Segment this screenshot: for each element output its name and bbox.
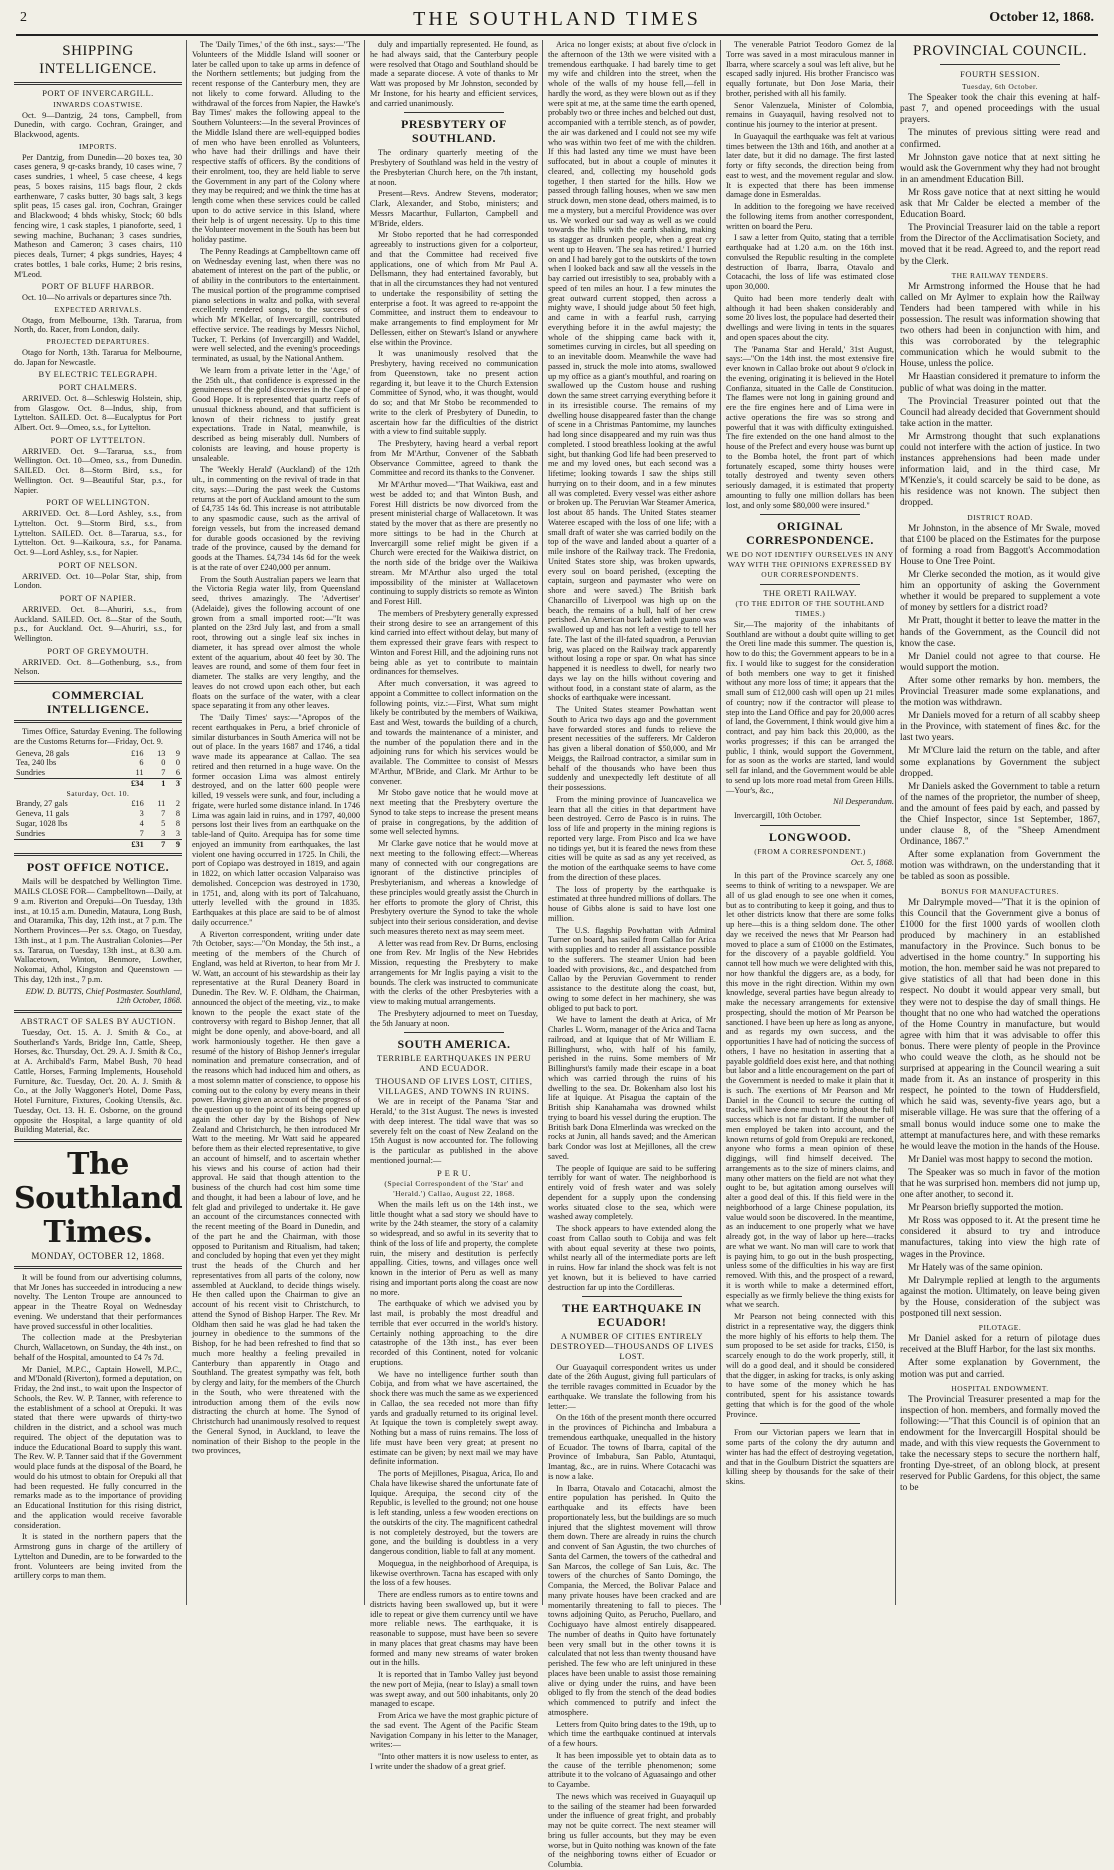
customs-ledger-friday — [14, 749, 182, 789]
paragraph: Sir,—The majority of the inhabitants of Southland are without a doubt quite willing to get the Oreti line made this summer. The question is, how to do this; the Government appears to be in a fix. I would like to suggest for the consideration of both members one way to get it finished without any more loss of time; it appears that the small sum of £12,000 cash will open up 21 miles of country; now if the contractor will please to step into the Land Office and pay for 20,000 acres of land, the Government, I think would give him a contract, and pay him back this 20,000, as the works progresses; if this can be arranged the public, I think, would support the Government, for as soon as the works are started, land would sell far inland, and the Government would be able to send up lots more road metal from Green Hills.—Your's, &c., — [726, 619, 894, 795]
paragraph: A letter was read from Rev. Dr Burns, enclosing one from Rev. Mr Inglis of the New Hebrides Mission, requesting the Presbytery to make arrangements for Mr Inglis paying a visit to the bounds. The clerk was instructed to communicate with the clerks of the other Presbyteries with a view to making mutual arrangements. — [370, 938, 538, 1006]
ledger-row: Tea, 240 lbs 6 0 0 — [16, 758, 180, 768]
page-header — [16, 8, 1098, 36]
paragraph: Otago, from Melbourne, 13th. Tararua, from North, do. Racer, from London, daily. — [14, 315, 182, 335]
paragraph: ARRIVED. Oct. 8—Lord Ashley, s.s., from Lyttelton. Oct. 9—Storm Bird, s.s., from Lyttelton. SAILED. Oct. 8—Tararua, s.s., for Lyttelton. Oct. 9—Kaikoura, s.s., for Panama. Oct. 9—Lord Ashley, s.s., for Napier. — [14, 509, 182, 557]
paragraph: From our Victorian papers we learn that in some parts of the colony the dry autumn and winter has had the effect of destroying vegetation, and that in the Goulburn District the squatters are killing sheep by thousands for the sake of their skins. — [726, 1428, 894, 1486]
paragraph: Our Guayaquil correspondent writes us under date of the 26th August, giving full particulars of the terrible ravages committed in Ecuador by the earthquake. We translate the following from his letter:— — [548, 1362, 716, 1411]
section-heading-ecuador: THE EARTHQUAKE IN ECUADOR! — [562, 1301, 702, 1330]
paragraph: Oct. 9—Dantzig, 24 tons, Campbell, from Dunedin, with cargo. Cochran, Grainger, and Blackwood, agents. — [14, 110, 182, 139]
subheading: (TO THE EDITOR OF THE SOUTHLAND TIMES.) — [735, 599, 885, 618]
paragraph: The 'Daily Times,' of the 6th inst., says:—"The Volunteers of the Middle Island will sooner or later be called upon to take up arms in defence of the Northern settlements; but judging from the recent response of the Canterbury men, they are not likely to come forward. Alluding to the withdrawal of the forces from Napier, the Hawke's Bay Times' makes the following appeal to the Southern Volunteers:—In the several Provinces of the Middle Island there are well-equipped bodies of men who have been enrolled as Volunteers, who have had their drillings and have their respective staffs of officers. By the conditions of their enrolment, too, they are held liable to serve the Government in any part of the Colony where they may be required; and we think the time has at length come when these services could be called upon to do active service in this Island, where their help is of urgent necessity. Up to this time the Volunteer movement in the South has been but holiday pastime. — [192, 40, 360, 244]
paragraph: Senor Valenzuela, Minister of Colombia, remains in Guayaquil, having resolved not to continue his journey to the interior at present. — [726, 100, 894, 129]
port-heading: PORT OF INVERCARGILL. — [42, 88, 154, 98]
subheading: PROJECTED DEPARTURES. — [46, 337, 150, 346]
section-heading-sales: ABSTRACT OF SALES BY AUCTION. — [20, 1016, 176, 1027]
paragraph: Mr Stobo reported that he had corresponded agreeably to instructions given for a colporteur, and that the Committee had received five applications, one of which from Mr Paul A. Dellsmann, they had entertained favorably, but that in all the circumstances they had not ventured to undertake the responsibility of setting the enterprise a foot. It was agreed to re-appoint the Committee, and instruct them to endeavour to make arrangements to find employment for Mr Dellessen, either on Stewart's Island or anywhere else within the Province. — [370, 230, 538, 347]
paragraph: From the South Australian papers we learn that the Victoria Regia water lily, from Queensland seed, thrives amazingly. The 'Advertiser' (Adelaide), gives the following account of one grown from a small imported root:—"It was planted on the 23rd July last, and from a small root, throwing out a single leaf six inches in diameter, it has spread over almost the whole extent of the aquarium, about 40 feet by 30. The leaves are round, and some of them four feet in diameter. The stalks are very lengthy, and the leaves do not crowd upon each other, but each floats on the surface of the water, with a clear space separating it from any other leaves. — [192, 574, 360, 711]
port-item — [14, 383, 182, 433]
paragraph: After some explanation by Government, the motion was put and carried. — [900, 1358, 1100, 1380]
paragraph: Mr Daniel could not agree to that course. He would support the motion. — [900, 651, 1100, 673]
paragraph: Present—Revs. Andrew Stevens, moderator; Clark, Alexander, and Stobo, ministers; and Messrs Macarthur, Fullarton, Campbell and M'Bride, elders. — [370, 189, 538, 228]
paragraph: The collection made at the Presbyterian Church, Wallacetown, on Sunday, the 4th inst., on behalf of the Hospital, amounted to £4 7s 7d. — [14, 1333, 182, 1362]
paragraph: duly and impartially represented. He found, as he had always said, that the Canterbury people were resolved that Otago and Southland should be made a separate diocese. A vote of thanks to Mr Watt was proposed by Mr Johnston, seconded by Mr Instone, for his hearty and efficient services, and carried unanimously. — [370, 40, 538, 108]
paragraph: After much conversation, it was agreed to appoint a Committee to collect information on the following points, viz.:—First, What sum might likely be contributed by the members of Waikiwa, East and West, towards the building of a church, and towards the maintenance of a minister, and the number of the population there and in the adjoining runs for which his services would be available. The Committee to consist of Messrs M'Arthur, M'Bride, and Clark. Mr Arthur to be convener. — [370, 679, 538, 786]
divider — [760, 584, 861, 585]
divider — [14, 720, 182, 723]
port-item — [14, 647, 182, 677]
column-rule — [364, 40, 365, 1605]
paragraph: Mr Daniel asked for a return of pilotage dues received at the Bluff Harbor, for the last six months. — [900, 1334, 1100, 1356]
paragraph: Letters from Quito bring dates to the 19th, up to which time the earthquake continued at intervals of a few hours. — [548, 1719, 716, 1748]
paragraph: The U.S. flagship Powhattan with Admiral Turner on board, has sailed from Callao for Arica with supplies and to render all assistance possible to the sufferers. The steamer Union had been loaded with provisions, &c., and despatched from Callao by the Peruvian Government to render assistance to the destitute along the coast, but, owing to some defect in her machinery, she was obliged to put back to port. — [548, 925, 716, 1013]
paragraph: We have no intelligence further south than Cobija, and from what we have ascertained, the shock there was much the same as we experienced in Callao, the sea receded not more than fifty yards and gradually returned to its original level. At Iquique the town is completely swept away. Nothing but a mass of ruins remains. The loss of life must have been very great; at present no estimate can be given; by next mail we may have definite information. — [370, 1369, 538, 1467]
paragraph: In Ibarra, Otavalo and Cotacachi, almost the entire population has perished. In Quito the earthquake and its effects have been proportionately less, but the buildings are so much injured that the slightest movement will throw them down. There are already in ruins the church and convent of San Agustin, the two churches of Santa del Carmen, the towers of the cathedral and San Marcos, the college of San Luis, &c. The towers of the churches of Santo Domingo, the Compania, the Merced, the Bolivar Palace and many private houses have been cracked and are momentarily threatening to fall to pieces. The towns adjoining Quito, as Perucho, Puellaro, and Cochiguayo have almost entirely disappeared. The number of deaths in Quito have fortunately been very small but in the other towns it is calculated that not less than twenty thousand have perished. The few who are left uninjured in these places have been unable to assist those remaining alive or dying under the ruins, and have been obliged to fly from the stench of the dead bodies which commenced to putrify and infect the atmosphere. — [548, 1483, 716, 1717]
paragraph: It will be found from our advertising columns, that Mr Jones has succeeded in introducing a new novelty. The Lenton Troupe are announced to appear in the Theatre Royal on Wednesday evening. We understand that their performances have proved successful in other localities. — [14, 1272, 182, 1331]
paragraph: The people of Iquique are said to be suffering terribly for want of water. The neighborhood is entirely void of fresh water and was solely dependent for a supply upon the condensing works situated close to the sea, which were washed away completely. — [548, 1163, 716, 1222]
paragraph: Moquegua, in the neighborhood of Arequipa, is likewise overthrown. Tacna has escaped with only the loss of a few houses. — [370, 1558, 538, 1588]
subheading: FOURTH SESSION. — [960, 69, 1040, 79]
divider — [14, 82, 182, 85]
paragraph: The 'Panama Star and Herald,' 31st August, says:—"On the 14th inst. the most extensive fire ever known in Callao broke out about 9 o'clock in the evening, originating it is believed in the Hotel Confianza, situated in the Calle de Constitucion. The flames were not long in gaining ground and ere the fire engines here and of Lima were in active operations the fire was so strong and powerful that it was with difficulty extinguished. The fire extended on the one hand almost to the house of the Prefect and every house was burnt up to the Bomba hotel, the front part of which fortunately escaped, some thirty houses were totally destroyed and twenty seven others seriously damaged, it is estimated that property amounting to fully one million dollars has been lost, and only some $80,000 were insured." — [726, 344, 894, 510]
paragraph: The members of Presbytery generally expressed their strong desire to see an arrangement of this kind carried into effect without delay, but many of them expressed their grave fears with respect to Winton and Forest Hill, and the adjoining runs not being able as yet to contribute to maintain ordinances for themselves. — [370, 608, 538, 677]
ledger-total: £34 1 3 — [14, 778, 182, 788]
column-1 — [14, 40, 182, 1605]
port-list — [14, 383, 182, 677]
subheading: PILOTAGE. — [978, 1323, 1022, 1333]
divider — [404, 112, 505, 113]
port-heading: PORT OF NELSON. — [58, 559, 138, 570]
section-heading-post-office: POST OFFICE NOTICE. — [26, 860, 170, 875]
column-5 — [726, 40, 894, 1605]
paragraph: There are endless rumors as to entire towns and districts having been swallowed up, but it were idle to repeat or give them currency until we have more reliable news. The earthquake, it is reasonable to suppose, must have been so severe in many places that great chasms may have been formed and many new streams of water broken out in the hills. — [370, 1590, 538, 1668]
paragraph: Quito had been more tenderly dealt with although it had been shaken considerably and some 20 lives lost, the populace had deserted their dwellings and were living in tents in the squares and open spaces about the city. — [726, 293, 894, 342]
section-heading-correspondence: ORIGINAL CORRESPONDENCE. — [746, 519, 874, 548]
ledger-row: Brandy, 27 gals £16 11 2 — [16, 799, 180, 809]
paragraph: Mr Armstrong thought that such explanations could not interfere with the action of justice. In two instances apprehensions had been made under information laid, and in the third case, Mr M'Kenzie's, it could scarcely be said to be done, as his residence was not known. The subject then dropped. — [900, 431, 1100, 509]
paragraph: On the 16th of the present month there occurred in the provinces of Pichincha and Imbabura a tremendous earthquake, unequalled in the history of Ecuador. The towns of Ibarra, capital of the Province of Imbabura, San Pablo, Atuntaqui, Imantag, &c., are in ruins. Where Cotacachi was is now a lake. — [548, 1413, 716, 1481]
subheading: EXPECTED ARRIVALS. — [54, 304, 142, 314]
paragraph: In this part of the Province scarcely any one seems to think of writing to a newspaper. We are all of us glad enough to see one when it comes, but as to contributing to keep it going, and thus to let other districts know that there are some folks up here—this is a thing seldom done. The other day we received the news that Mr Pearson had moved to place a sum of £1000 on the Estimates, for the discovery of a payable goldfield. You cannot tell how much we were delighted with this, nor how thankful the diggers are, as a body, for this move in the right direction. Within my own knowledge, several parties have begun already to make the necessary arrangements for extensive prospecting, should the motion of Mr Pearson be sanctioned. I have been up here as long as anyone, and as regards my own success, and the opportunities I have had of noticing the success of others, I have no hesitation in asserting that a payable goldfield does exist here, and that nothing but labor and a little encouragement on the part of the Government is needed to make it plain that it is such. The exertions of Mr Pearson and Mr Daniel in the Council to secure the cutting of tracks, will have done much to bring about the full success which is not far distant. If the number of men employed be taken into account, and the known returns of gold from Orepuki are reckoned, anyone who forms a mean opinion of these diggings, will find himself deceived. The arrangements as to the size of miners claims, and many other matters on the field are not what they ought to be, but agitation among ourselves will alter a good deal of this. If this field were in the neighborhood of a large Chinese population, its value would soon be discovered. In the meantime, as an inducement to one properly what we have already got, in the way of labor up here—tracks are what we want. No man will care to work that is paying him, to go out in the bush prospecting, unless some of the difficulties in his way are first removed. With this, and the prospect of a reward, it is worth while to make a determined effort, especially as we firmly believe the thing exists for what we search. — [726, 871, 894, 1310]
paragraph: After some other remarks by hon. members, the Provincial Treasurer made some explanations, and the motion was withdrawn. — [900, 675, 1100, 709]
paragraph: The 'Daily Times' says:—"Apropos of the recent earthquakes in Peru, a brief chronicle of similar disturbances in South America will not be out of place. In the years 1687 and 1746, a tidal wave made its appearance at Callao. The sea retired and then returned in a huge wave. On the former occasion Lima was almost entirely destroyed, and on the latter 600 people were killed, 19 vessels were sunk, and four, including a frigate, were hurled some distance inland. In 1746 Lima was again laid in ruins, and in 1797, 40,000 persons lost their lives from an earthquake on the table-land of Quito. Arequipa has for some time enjoyed an immunity from earthquakes, the last violent one having occurred in 1725. In Chili, the port of Copiapo was destroyed in 1819, and again in 1822, on which latter occasion Valparaiso was demolished. Concepcion was destroyed in 1730, in 1751, and, along with its port of Talcahuano, utterly levelled with the ground in 1835. Earthquakes at this place are said to be of almost daily occurrence." — [192, 713, 360, 927]
ledger-row: Geneva, 28 gals £16 13 9 — [16, 748, 180, 758]
paragraph: It was unanimously resolved that the Presbytery, having received no communication from Queenstown, take no present action regarding it, but leave it to the Church Extension Committee of Synod, who, it was thought, would do so; and that Mr Stobo be recommended to write to the clerk of Presbytery of Dunedin, to ascertain how far the difficulties of the district with a view to find suitable supply. — [370, 349, 538, 437]
paragraph: It has been impossible yet to obtain data as to the cause of the terrible phenomenon; some attribute it to the volcano of Aguasaingo and other to Cayambe. — [548, 1750, 716, 1789]
paragraph: I saw a letter from Quito, stating that a terrible earthquake had at 1.20 a.m. on the 16th inst. convulsed the Republic resulting in the complete destruction of Ibarra, Ibarra, Otavalo and Cotacachi, the loss of life was estimated close upon 30,000. — [726, 233, 894, 291]
paragraph: Mr M'Clure laid the return on the table, and after some explanations by Government the subject dropped. — [900, 746, 1100, 779]
subheading: HOSPITAL ENDOWMENT. — [951, 1383, 1049, 1393]
paragraph: Mr Pearson briefly supported the motion. — [908, 1203, 1064, 1214]
dateline: Oct. 5, 1868. — [850, 857, 894, 867]
paragraph: It is reported that in Tambo Valley just beyond the new port of Mejia, (near to Islay) a small town was swept away, and out 500 inhabitants, only 20 managed to escape. — [370, 1670, 538, 1709]
port-heading: PORT CHALMERS. — [58, 382, 138, 392]
divider — [760, 514, 861, 515]
paragraph: "Into other matters it is now useless to enter, as I write under the shadow of a great grief. — [370, 1752, 538, 1771]
paragraph: Mr Hately was of the same opinion. — [908, 1262, 1043, 1273]
ledger-row: Sundries 11 7 6 — [16, 768, 180, 778]
port-item — [14, 498, 182, 558]
paragraph: The news which was received in Guayaquil up to the sailing of the steamer had been forwarded under the influence of great fright, and probably may not be quite correct. The next steamer will bring us fuller accounts, but they may be even worse, but in Quito nothing was known of the fate of the neighboring towns either of Ecuador or Columbia. — [548, 1791, 716, 1869]
column-rule — [186, 40, 187, 1605]
section-heading-provincial-council: PROVINCIAL COUNCIL. — [913, 43, 1087, 59]
paragraph: Tuesday, Oct. 15. A. J. Smith & Co., at Southerland's Yards, Bridge Inn, Cattle, Sheep, Horses, &c. Thursday, Oct. 29. A. J. Smith & Co., at A. Archibald's Farm, Mabel Bush, 70 head Cattle, Horses, Farming Implements, Household Furniture, &c. Tuesday, Oct. 20. A. J. Smith & Co., at the Jolly Waggoner's Hotel, Dome Pass, Hotel Furniture, Fixtures, Cooking Utensils, &c. Tuesday, Oct. 13. H. E. Osborne, on the ground opposite the Hospital, a large quantity of old Building Material, &c. — [14, 1027, 182, 1135]
paragraph: Mr Haastian considered it premature to inform the public of what was doing in the matter. — [900, 372, 1100, 394]
paragraph: Mr Pearson not being connected with this district in a representative way, the diggers think the more highly of his efforts to help them. The sum proposed to be set aside for tracks, £150, is scarcely enough to do the work properly, still, it will do a good deal, and it should be considered that the digger, in asking for tracks, is only asking to have some of the money which he has contributed, spent for his assistance towards getting that which is for the good of the whole Province. — [726, 1312, 894, 1419]
paragraph: Mr Daniel, M.P.C., Captain Howell, M.P.C., and M'Donald (Riverton), formed a deputation, on Friday, the 2nd inst., to wait upon the Inspector of Schools, the Rev. W. P. Tanner, with reference to the establishment of a school at Orepuki. It was stated that there were upwards of thirty-two children in the district, and a school was much required. The object of the deputation was to induce the Educational Board to supply this want. The Rev. W. P. Tanner said that if the Government would place funds at the disposal of the Board, he would do his utmost to obtain for Orepuki all that had been requested. He fully concurred in the remarks made as to the importance of providing an Educational Institution for this rising district, and the application would receive favorable consideration. — [14, 1364, 182, 1530]
port-heading: PORT OF NAPIER. — [59, 593, 137, 603]
subheading: THE RAILWAY TENDERS. — [951, 270, 1049, 280]
paragraph: The minutes of previous sitting were read and confirmed. — [900, 128, 1100, 150]
subheading: TERRIBLE EARTHQUAKES IN PERU AND ECUADOR. — [377, 1053, 531, 1073]
paragraph: ARRIVED. Oct. 8—Gothenburg, s.s., from Nelson. — [14, 657, 182, 677]
subheading: DISTRICT ROAD. — [967, 512, 1033, 522]
paragraph: Mr Daniels asked the Government to table a return of the names of the proprietor, the number of sheep, and the amount of fees paid by each, and passed by the Chief Inspector, since 1st September, 1867, under clause 8, of the "Sheep Amendment Ordinance, 1867." — [900, 781, 1100, 848]
subheading: THOUSAND OF LIVES LOST, CITIES, VILLAGES, AND TOWNS IN RUINS. — [375, 1075, 533, 1096]
section-heading-shipping: SHIPPING INTELLIGENCE. — [39, 43, 157, 77]
ledger-total: £31 7 9 — [14, 839, 182, 849]
section-heading-longwood: LONGWOOD. — [768, 829, 852, 844]
paragraph: Mr Armstrong informed the House that he had called on Mr Aylmer to explain how the Railway Tenders had been tampered with while in his possession. The result was information showing that two others had been in conjunction with him, and this was corroborated by the telegraphic communication which he would submit to the House, unless the police. — [900, 281, 1100, 370]
paragraph: The Provincial Treasurer pointed out that the Council had already decided that Government should take action in the matter. — [900, 396, 1100, 429]
paragraph: ARRIVED. Oct. 9—Tararua, s.s., from Wellington. Oct. 10—Omeo, s.s., from Dunedin. SAILED. Oct. 8—Storm Bird, s.s., for Wellington. Oct. 9—Beautiful Star, p.s., for Napier. — [14, 446, 182, 495]
paragraph: The Provincial Treasurer presented a map for the inspection of hon. members, and formally moved the following:—"That this Council is of opinion that an endowment for the Invercargill Hospital should be made, and with this view requests the Government to take the necessary steps to secure the northern half, fronting Dye-street, of an oblong block, at present reserved for Public Gardens, for this object, the same to be — [900, 1394, 1100, 1494]
divider — [14, 1266, 182, 1269]
paragraph: Mr Johnston, in the absence of Mr Swale, moved that £100 be placed on the Estimates for the purpose of forming a road from Baggott's Accommodation House to One Tree Point. — [900, 523, 1100, 567]
paragraph: In addition to the foregoing we have received the following items from another correspondent, written on board the Peru. — [726, 202, 894, 231]
column-rule — [720, 40, 721, 1605]
port-heading: PORT OF GREYMOUTH. — [47, 645, 149, 656]
paragraph: The ordinary quarterly meeting of the Presbytery of Southland was held in the vestry of the Presbyterian Church here, on the 7th instant, at noon. — [370, 148, 538, 187]
subheading: INWARDS COASTWISE. — [53, 99, 143, 109]
column-6 — [900, 40, 1100, 1605]
subheading: Saturday, Oct. 10. — [66, 788, 130, 798]
divider — [14, 853, 182, 856]
paragraph: The Presbytery, having heard a verbal report from Mr M'Arthur, Convener of the Sabbath Observance Committee, agreed to thank the Committee and record its thanks to the Convener. — [370, 439, 538, 478]
paragraph: The earthquake of which we advised you by last mail, is probably the most dreadful and terrible that ever occurred in the world's history. Certainly nothing approaching to the dire catastrophe of the 13th inst., has ever been recorded of this Continent, noted for volcanic eruptions. — [370, 1299, 538, 1367]
column-2 — [192, 40, 360, 1605]
divider — [940, 64, 1060, 65]
ledger-row: Sundries 7 3 3 — [16, 828, 180, 838]
paragraph: The Penny Readings at Campbelltown came off on Wednesday evening last, when there was no abatement of interest on the part of the public, or of ability in the contributors to the entertainment. The musical portion of the programme comprised piano selections in waltz and polka, with several excellently rendered songs, to the success of which Mr M'Kellar, of Invercargill, contributed effective service. The readings by Messrs Nichol, Tucker, T. Perkins (of Invercargill) and Waddel, were well selected, and the evening's proceedings terminated, as usual, by the National Anthem. — [192, 246, 360, 363]
subheading: A NUMBER OF CITIES ENTIRELY DESTROYED—THOUSANDS OF LIVES LOST. — [550, 1331, 714, 1361]
paragraph: In Guayaquil the earthquake was felt at various times between the 13th and 16th, and another at a later date, but it did no damage. The first lasted forty or fifty seconds, the direction being from east to west, and the movement regular and slow. It is expected that there has been immense damage done in Esmeraldas. — [726, 131, 894, 200]
paragraph: From Arica we have the most graphic picture of the sad event. The Agent of the Pacific Steam Navigation Company in his letter to the Manager, writes:— — [370, 1711, 538, 1750]
letter-heading: THE ORETI RAILWAY. — [763, 587, 857, 598]
subheading: (FROM A CORRESPONDENT.) — [754, 846, 866, 856]
ledger-row: Sugar, 1028 lbs 4 5 8 — [16, 819, 180, 829]
paragraph: ARRIVED. Oct. 8—Ahuriri, s.s., from Auckland. SAILED. Oct. 8—Star of the South, p.s., for Auckland. Oct. 9—Ahuriri, s.s., for Wellington. — [14, 604, 182, 643]
column-3 — [370, 40, 538, 1771]
paragraph: Mr Clerke seconded the motion, as it would give him an opportunity of asking the Government whether it would be prepared to supplement a vote of money by settlers for a district road? — [900, 570, 1100, 614]
paragraph: We have to lament the death at Arica, of Mr Charles L. Worm, manager of the Arica and Tacna railroad, and at Iquique that of Mr William E. Billinghurst, who, with half of his family, perished in the ruins. Some members of Mr Billinghurst's family made their escape in a boat which was carried through the ruins of his dwelling to the sea. Dr. Bokenham also lost his life at Iquique. At Pisagua the captain of the British ship Kanahamaha was drowned whilst trying to board his vessel during the eruption. The British bark Dona Elmerlinda was wrecked on the rocks at Junin, all hands saved; and the American bark Condor was lost at Mejillones, all the crew saved. — [548, 1015, 716, 1161]
ledger-row: Geneva, 11 gals 3 7 8 — [16, 809, 180, 819]
port-heading: PORT OF BLUFF HARBOR. — [41, 281, 155, 292]
paragraph: The shock appears to have extended along the coast from Callao south to Cobija and was felt with about equal severity at these two points, whilst nearly all of the intermediate ports are left in ruins. How far inland the shock was felt is not yet known, but it is believed to have carried destruction far up into the Cordilleras. — [548, 1224, 716, 1292]
paragraph: Mr Dalrymple replied at length to the arguments against the motion. Ultimately, on leave being given by the House, consideration of the subject was postponed till next session. — [900, 1275, 1100, 1320]
issue-date: October 12, 1868. — [989, 10, 1094, 25]
divider — [404, 1032, 505, 1033]
paragraph: We are in receipt of the Panama 'Star and Herald,' to the 31st August. The news is invested with deep interest. The tidal wave that was so severely felt on the coast of New Zealand on the 15th August is now accounted for. The following is the particular as published in the above mentioned journal:— — [370, 1097, 538, 1165]
paragraph: Mr Pratt, thought it better to leave the matter in the hands of the Government, as the Council did not know the case. — [900, 616, 1100, 649]
paragraph: Mr Ross was opposed to it. At the present time he considered it absurd to try and introduce manufactures, taking into view the high rate of wages in the Province. — [900, 1216, 1100, 1260]
paragraph: Invercargill, 10th October. — [734, 811, 822, 820]
paragraph: Mails will be despatched by Wellington Time. MAILS CLOSE FOR— Campbelltown—Daily, at 9 a.m. Riverton and Orepuki—On Tuesday, 13th inst., at 10.15 a.m. Dunedin, Mataura, Long Bush, and Otaramika, This day, 12th inst., at 7 p.m. The Northern Provinces—Per s.s. Otago, on Tuesday, 13th inst., at 1 p.m. The Australian Colonies—Per s.s. Tararua, on Tuesday, 13th inst., at 8.30 a.m. Wallacetown, Winton, Benmore, Lowther, Nokomai, Athol, Kingston and Queenstown —This day, 12th inst., 7 p.m. — [14, 877, 182, 984]
issue-dateline: MONDAY, OCTOBER 12, 1868. — [31, 1251, 165, 1262]
paragraph: Mr Dalrymple moved—"That it is the opinion of this Council that the Government give a bonus of £1000 for the first 1000 yards of woollen cloth produced by machinery in an established manufactory in the Province. Such bonus to be advertised in the home country." In supporting his motion, the hon. member said he was not prepared to give statistics of all that had been done in this respect. No doubt it would appear very small, but they were not to despise the day of small things. He thought that no one who had watched the operations of the Home Country in manufacture, but would agree with him that it was advisable to offer this bonus. There were plenty of people in the Province who could weave the cloth, as he should not be surprised at appearing in the Council wearing a suit made from it. As an instance of prosperity in this respect, he pointed to the town of Huddersfield, which he said was, seventy-five years ago, but a miserable village. He was sure that the offering of a small bonus would induce some one to make the attempt at manufactures here, and with these remarks he would leave the motion in the hands of the House. — [900, 897, 1100, 1152]
paragraph: The venerable Patriot Teodoro Gomez de la Torre was saved in a most miraculous manner in Ibarra, where scarcely a soul was left alive, but he escaped sadly injured. His brother Francisco was equally fortunate, but Don Jose Maria, their brother, perished with all his family. — [726, 40, 894, 98]
subheading: Tuesday, 6th October. — [962, 82, 1038, 92]
paragraph: Mr Daniel was most happy to second the motion. — [908, 1154, 1093, 1165]
paragraph: The 'Weekly Herald' (Auckland) of the 12th ult., in commenting on the revival of trade in that city, says:—During the past week the Customs returns at the port of Auckland amount to the sum of £4,735 14s 6d. This increase is not attributable to any spasmodic cause, such as the arrival of foreign vessels, but from the increased demand for durable goods occasioned by the reviving trade of the province, caused by the demand for goods at the Thames. £4,734 14s 6d for the week is at the rate of over £240,000 per annum. — [192, 465, 360, 572]
paragraph: We learn from a private letter in the 'Age,' of the 25th ult., that confidence is expressed in the genuineness of the gold discoveries in the Cape of Good Hope. It is represented that quartz reefs of unusual thickness abound, and that sufficient is known of their richness to justify great expectations. Trade in Natal, meanwhile, is described as being miserably dull. Numbers of colonists are leaving, and house property is unsaleable. — [192, 365, 360, 463]
page-number: 2 — [20, 10, 27, 25]
paragraph: The Provincial Treasurer laid on the table a report from the Director of the Acclimatisation Society, and moved that it be read. Agreed to, and the report read by the Clerk. — [900, 223, 1100, 267]
subheading: IMPORTS. — [79, 141, 117, 151]
port-item — [14, 561, 182, 591]
paragraph: ARRIVED. Oct. 10—Polar Star, ship, from London. — [14, 571, 182, 591]
paragraph: It is stated in the northern papers that the Armstrong guns in charge of the artillery of Lyttelton and Dunedin, are to be forwarded to the front. Volunteers are being invited from the artillery corps to man them. — [14, 1532, 182, 1581]
signature: Nil Desperandum. — [833, 797, 894, 807]
paragraph: Mr M'Arthur moved—"That Waikiwa, east and west be added to; and that Winton Bush, and Forest Hill districts be now divorced from the present ministerial charge of Wallacetown. It was stated by the mover that as there are presently no more sittings to be had in the Church at Invercargill some relief might be given if a Church were erected for the Waikiwa district, on the north side of the bridge over the Waikiwa stream. Mr M'Arthur also urged the total impossibility of the minister at Wallacetown continuing to supply districts so remote as Winton and Forest Hill. — [370, 480, 538, 606]
divider — [582, 1296, 683, 1297]
port-item — [14, 594, 182, 644]
port-item — [14, 436, 182, 496]
disclaimer: WE DO NOT IDENTIFY OURSELVES IN ANY WAY WITH THE OPINIONS EXPRESSED BY OUR CORRESPONDENTS. — [726, 550, 894, 579]
paragraph: Arica no longer exists; at about five o'clock in the afternoon of the 13th we were visited with a tremendous earthquake. I had barely time to get my wife and children into the street, when the whole of the walls of my house fell,—fell in hardly the word, as they were blown out as if they were spit at me, at the same time the earth opened, probably two or three inches and belched out dust, accompanied with a terrible stench, as of powder, the air was darkened and I could not see my wife who was within two feet of me with the children. If this had lasted any time we must have been suffocated, but in about a couple of minutes it cleared, and, collecting my household gods together, I then started for the hills. How we passed through falling houses, when we saw men struck down, men stone dead, others maimed, is to me a mystery, but a merciful Providence was over us. We worked our sad way as well as we could towards the hills with the earth shaking, making us stagger as drunken people, when a great cry went up to Heaven. 'The sea has retired.' I hurried on and I had barely got to the outskirts of the town when I looked back and saw all the vessels in the bay carried out irresistibly to sea, probably with a speed of ten miles an hour. I a few minutes the great outward current stopped, then across a mighty wave, I should judge about 50 feet high, and came in with a fearful rush, carrying everything before it in the awful majesty; the whole of the shipping came back with it, sometimes curving in circles, but all speeding on to an inevitable doom. Meanwhile the wave had passed in, struck the mole into atoms, swallowed up my office as a giant's mouthful, and roaring on swallowed up the Custom house and rushing down the same street carrying everything before it in its irresistible course. The remains of my dwelling house disappeared faster than the change of scene in a Christmas Pantomime, my launches had long since disappeared and my ruin was thus completed. I stood breathless looking at the awful sight, but thanking God life had been preserved to me and my loved ones, but each second was a lifetime; looking towards I saw the ships still hurrying on to their doom, and in a few minutes all was completed. Every vessel was either ashore or broken up. The Peruvian War Steamer America, lost about 85 hands. The United States steamer Wateree escaped with the loss of one life; with a small draft of water she was carried bodily on the top of the wave and landed about a quarter of a mile inshore of the Railway track. The Fredonia, United States store ship, was broken upwards, every soul on board perished, (excepting the captain, surgeon and paymaster who were on shore and were saved.) The British bark Chanarcillo of Liverpool was high up on the beach, the remains of a hull, half of her crew perished. An American bark laden with guano was swallowed up and has not left a vestige to tell her fate. The last of the ill-fated squadron, a Peruvian brig, was placed on the Railway track apparently without losing a rope or spar. On what has since happened it is needless to dwell, for nearly two days we lay on the hills without covering and without food, in a constant state of alarm, as the shocks of earthquake were incessant. — [548, 40, 716, 703]
paragraph: The loss of property by the earthquake is estimated at three hundred millions of dollars. The house of Gibbs alone is said to have lost one million. — [548, 884, 716, 923]
paragraph: The Speaker took the chair this evening at half-past 7, and opened proceedings with the usual prayers. — [900, 93, 1100, 126]
paragraph: Times Office, Saturday Evening. The following are the Customs Returns for—Friday, Oct. 9. — [14, 727, 182, 746]
column-4 — [548, 40, 716, 1869]
section-heading-presbytery: PRESBYTERY OF SOUTHLAND. — [401, 117, 507, 146]
signature: EDW. D. BUTTS, Chief Postmaster. Southland, 12th October, 1868. — [25, 986, 182, 1006]
customs-ledger-saturday — [14, 799, 182, 849]
port-heading: PORT OF LYTTELTON. — [50, 434, 146, 445]
paragraph: From the mining province of Juancavelica we learn that all the cities in that department have been destroyed. Cerro de Pasco is in ruins. The loss of life and property in the mining regions is reported very large. From Pisco and Ica we have no tidings yet, but it is feared the news from these cities will be quite as sad as any yet received, as the motion of the earthquake seems to have come from the direction of these places. — [548, 794, 716, 882]
port-heading: PORT OF WELLINGTON. — [46, 497, 150, 508]
paragraph: A Riverton correspondent, writing under date 7th October, says:—"On Monday, the 5th inst., a meeting of the members of the Church of England, was held at Riverton, to hear from Mr J. W. Watt, an account of his stewardship as their lay representative at the Rural Deanery Board in Dunedin. The Rev. W. F. Oldham, the Chairman, announced the object of the meeting, viz., to make known to the people the exact state of the controversy with regard to Bishop Jenner, that all might be done openly, and above-board, and all work harmoniously together. He then gave a resumé of the history of Bishop Jenner's irregular nomination and premature consecration, and of the reasons which had induced him and others, as a most solemn matter of conscience, to oppose his coming out to the colony by every means in their power. Having given an account of the progress of the question up to the point of its being opened up again the other day by the Bishops of New Zealand and Christchurch, he then introduced Mr Watt to the meeting. Mr Watt said he appeared before them as their elected representative, to give an account of himself, and to ascertain whether his views and his course of action had their approval. He said that though attention to the business of the church had cost him some time and thought, it had been a labour of love, and he felt glad and privileged to undertake it. He gave an account of the circumstances connected with the recent meeting of the Board in Dunedin, and of the part he and the Chairman, with those opposed to Puritanism and Ritualism, had taken; and concluded by hoping that even yet they might trust the heads of the Church and her representatives from all parts of the colony, now assembled at Auckland, to decide things wisely. He then called upon the Chairman to give an account of his recent visit to Christchurch, to attend the Synod of Bishop Harper. The Rev. Mr Oldham then said he was glad he had taken the journey in obedience to the summons of the Bishop, for he had been refreshed to find that so much more healthy a feeling prevailed in Canterbury than apparently in Otago and Southland. The greatest sympathy was felt, both by clergy and laity, for the members of the Church in the South, who were threatened with the introduction among them of the evils now distracting the church at home. The Synod of Christchurch had unanimously resolved to request the General Synod, in Auckland, to leave the nomination of their Bishop to the people in the two provinces, — [192, 929, 360, 1456]
paragraph: Oct. 10—No arrivals or departures since 7th. — [22, 293, 172, 302]
telegraph-heading: BY ELECTRIC TELEGRAPH. — [38, 369, 158, 380]
paragraph: Per Dantzig, from Dunedin—20 boxes tea, 30 cases genera, 9 qr-casks brandy, 10 cases wine, 7 cases sundries, 1 wheel, 5 case cheese, 4 kegs peas, 5 boxes raisins, 115 bags flour, 2 ckds earthenware, 7 casks butter, 30 bags salt, 3 kegs split peas, 15 cases gal. iron, Cochran, Grainger and Blackwood; 4 bhds whisky, Stock; 60 bdls fencing wire, 1 cask staples, 1 pianoforte, seed, 1 sewing machine, Buchanan; 3 cases sundries, Matheson and Cameron; 3 cases chairs, 110 pieces deals, Turner; 4 pkgs sundries, Hayes; 4 crates bottles, 1 bale corks, Hume; 2 bris resins, M'Leod. — [14, 152, 182, 279]
column-rule — [895, 40, 896, 1605]
section-heading-commercial: COMMERCIAL INTELLIGENCE. — [46, 688, 150, 716]
paragraph: Mr Johnston gave notice that at next sitting he would ask the Government why they had not brought in an amendment Education Bill. — [900, 152, 1100, 185]
paragraph: When the mails left us on the 14th inst., we little thought what a sad story we should have to write by the 24th steamer, the story of a calamity so widespread, and so awful in its severity that to think of the loss of life and property, the complete ruin, the misery and destitution is perfectly appalling. Cities, towns, and villages once well known in the interior of Peru as well as many rising and important ports along the coast are now no more. — [370, 1199, 538, 1297]
paragraph: The Presbytery adjourned to meet on Tuesday, the 5th January at noon. — [370, 1008, 538, 1028]
divider — [760, 825, 861, 826]
divider — [14, 1139, 182, 1142]
divider — [14, 681, 182, 684]
subheading: (Special Correspondent of the 'Star' and 'Herald.') Callao, August 22, 1868. — [384, 1179, 524, 1198]
paragraph: Otago for North, 13th. Tararua for Melbourne, do. Japan for Newcastle. — [14, 347, 182, 367]
divider — [14, 1010, 182, 1013]
section-heading-south-america: SOUTH AMERICA. — [397, 1037, 511, 1052]
paragraph: The Speaker was so much in favor of the motion that he was surprised hon. members did not jump up, one after another, to second it. — [900, 1167, 1100, 1201]
paragraph: ARRIVED. Oct. 8—Schleswig Holstein, ship, from Glasgow. Oct. 8—Indus, ship, from Lyttelton. SAILED. Oct. 8—Eucalyptus for Port Albert. Oct. 9—Omeo, s.s., for Lyttelton. — [14, 393, 182, 432]
paragraph: Mr Ross gave notice that at next sitting he would ask that Mr Calder be elected a member of the Education Board. — [900, 187, 1100, 221]
paragraph: Mr Clarke gave notice that he would move at next meeting to the following effect:—Whereas many of connected with our congregations are ignorant of the distinctive principles of Presbyterianism, and whereas a knowledge of these principles would greatly assist the Church in her efforts to promote the glory of Christ, this Presbytery overture the Synod to take the whole subject into their serious consideration, and devise such measures thereto next as may seem meet. — [370, 839, 538, 936]
subheading: BONUS FOR MANUFACTURES. — [941, 886, 1059, 896]
paragraph: After some explanation from Government the motion was withdrawn, on the understanding that it be tabled as soon as possible. — [900, 850, 1100, 883]
newspaper-flag: The Southland Times. — [14, 1147, 183, 1251]
paragraph: Mr Daniels moved for a return of all scabby sheep in the Province, with statement of fines &c. for the last two years. — [900, 711, 1100, 744]
column-rule — [542, 40, 543, 1605]
paragraph: The ports of Mejillones, Pisagua, Arica, Ilo and Chala have likewise shared the unfortunate fate of Iquique. Arequipa, the second city of the Republic, is levelled to the ground; not one house is left standing, unless a few wooden erections on the outskirts of the city. The magnificent cathedral is not completely destroyed, but the towers are gone, and the building is doubtless in a very dangerous condition, liable to fall at any moment. — [370, 1469, 538, 1556]
subheading: P E R U. — [437, 1167, 471, 1178]
paragraph: The United States steamer Powhattan went South to Arica two days ago and the government have forwarded stores and funds to relieve the present necessities of the sufferers. Mr Calderon has given a liberal donation of $50,000, and Mr Meiggs, the Railroad contractor, a similar sum in behalf of the thousands who have been thus suddenly and unexpectedly left destitute of all their possessions. — [548, 705, 716, 792]
paragraph: Mr Stobo gave notice that he would move at next meeting that the Presbytery overture the Synod to take steps to increase the present means of praise in congregations, by the addition of some well selected hymns. — [370, 788, 538, 837]
masthead: THE SOUTHLAND TIMES — [413, 8, 701, 30]
divider — [760, 1423, 861, 1424]
